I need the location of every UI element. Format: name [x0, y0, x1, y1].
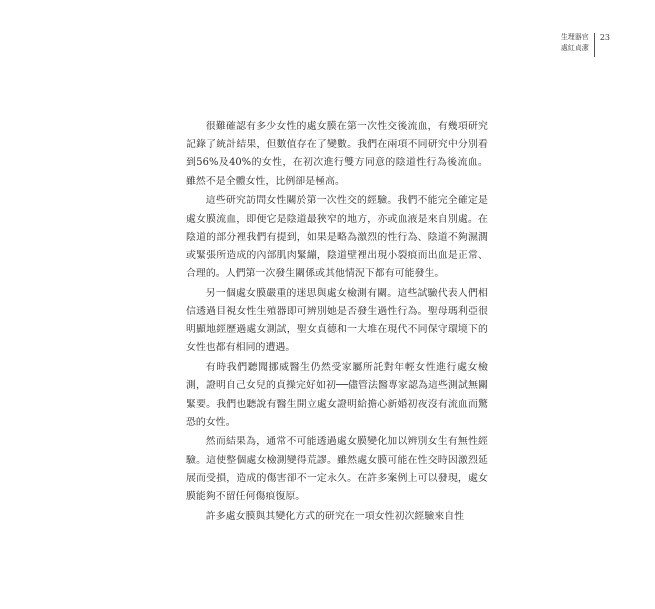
body-text — [186, 118, 488, 526]
paragraph: 另一個處女膜嚴重的迷思與處女檢測有關。這些試驗代表人們相信透過目視女性生殖器即可辨別她是否發生過性行為。聖母瑪利亞很明顯地經歷過處女測試，聖女貞德和一大堆在現代不同保守環境下的女性也都有相同的遭遇。 — [186, 287, 488, 354]
chapter-title: 生理器官 — [560, 33, 589, 41]
running-header-titles — [561, 32, 594, 54]
paragraph: 然而結果為，通常不可能透過處女膜變化加以辨別女生有無性經驗。這使整個處女檢測變得荒謬。雖然處女膜可能在性交時因激烈延展而受損，造成的傷害卻不一定永久。在許多案例上可以發現，處女膜能夠不留任何傷痕復原。 — [186, 436, 488, 503]
paragraph: 許多處女膜與其變化方式的研究在一項女性初次經驗來自性 — [205, 510, 465, 522]
paragraph: 很難確認有多少女性的處女膜在第一次性交後流血，有幾項研究記錄了統計結果，但數值存在了變數。我們在兩項不同研究中分別看到56%及40%的女性，在初次進行雙方同意的陰道性行為後流血。雖然不是全體女性，比例卻是極高。 — [186, 121, 488, 187]
page-number: 23 — [599, 33, 610, 42]
paragraph: 這些研究訪問女性關於第一次性交的經驗。我們不能完全確定是處女膜流血，即便它是陰道最狹窄的地方，亦或血液是來自別處。在陰道的部分裡我們有提到，如果是略為激烈的性行為、陰道不夠濕潤或緊張所造成的內部肌肉緊繃，陰道壁裡出現小裂痕而出血是正常、合理的。人們第一次發生關係或其他情況下都有可能發生。 — [186, 195, 488, 280]
running-header — [440, 32, 610, 57]
paragraph: 有時我們聽聞挪威醫生仍然受家屬所託對年輕女性進行處女檢測，證明自己女兒的貞操完好如初──儘管法醫專家認為這些測試無關緊要。我們也聽說有醫生開立處女證明給擔心新婚初夜沒有流血而驚恐的女性。 — [186, 362, 488, 428]
section-title: 處紅貞潔 — [560, 44, 589, 52]
